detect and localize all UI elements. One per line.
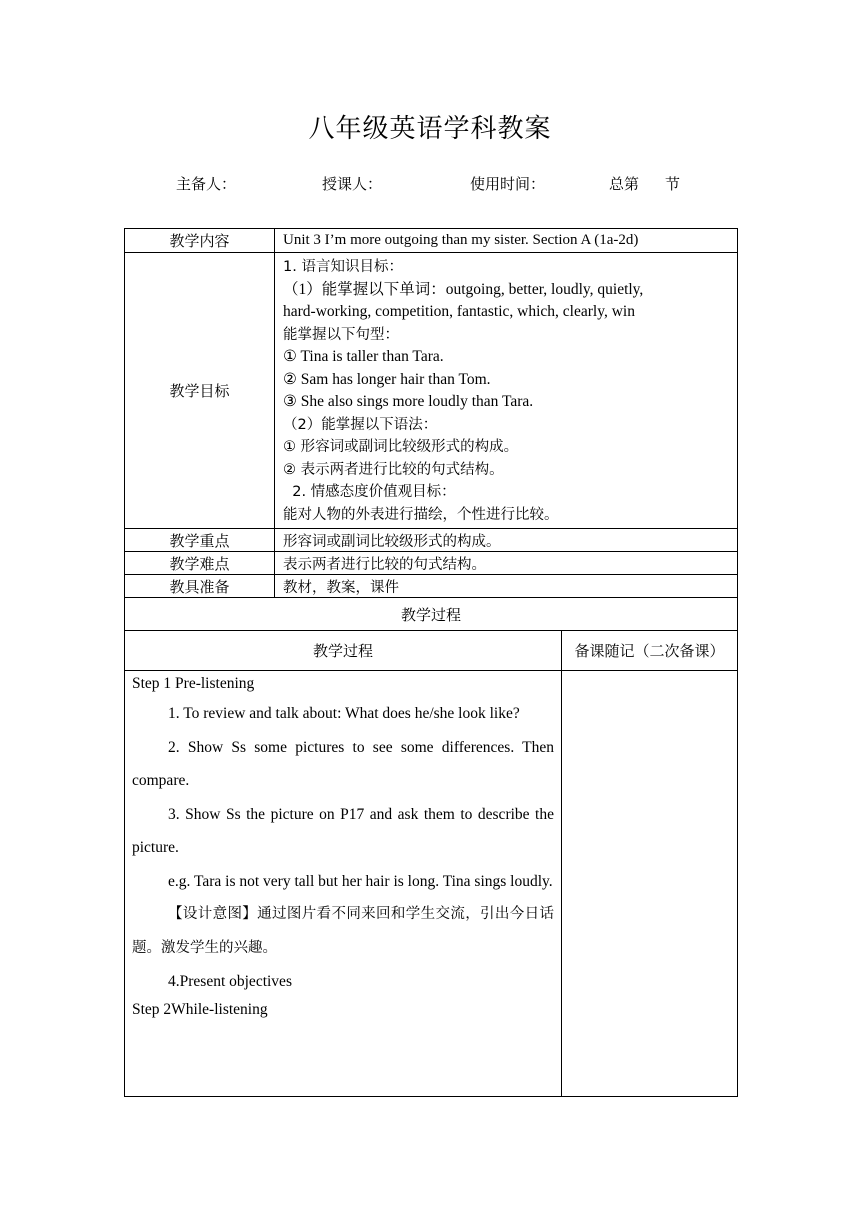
- difficulties-row: [125, 552, 738, 575]
- objective-line: 能对人物的外表进行描绘，个性进行比较。: [283, 506, 559, 523]
- content-label: 教学内容: [125, 229, 275, 253]
- process-body: [125, 671, 562, 1097]
- objective-line: （2）能掌握以下语法：: [283, 416, 438, 433]
- objective-line: 2. 情感态度价值观目标：: [283, 484, 456, 500]
- usage-date-label: 使用时间：: [470, 175, 546, 193]
- content-value: Unit 3 I’m more outgoing than my sister. Section A (1a-2d): [275, 229, 738, 253]
- objective-line: ② 表示两者进行比较的句式结构。: [283, 461, 504, 478]
- lesson-number-suffix: 节: [665, 175, 681, 193]
- objective-line: （1）能掌握以下单词：outgoing, better, loudly, quietly,: [283, 280, 644, 298]
- preparer-label: 主备人：: [176, 175, 237, 193]
- materials-row: [125, 575, 738, 598]
- notes-cell: [562, 671, 738, 1097]
- teacher-label: 授课人：: [322, 175, 383, 193]
- lesson-plan-table: [124, 228, 738, 1097]
- page-title: 八年级英语学科教案: [308, 114, 552, 144]
- key-points-value: 形容词或副词比较级形式的构成。: [275, 529, 738, 552]
- process-paragraph: 1. To review and talk about: What does he/she look like?: [168, 705, 520, 722]
- objective-line: ② Sam has longer hair than Tom.: [283, 370, 491, 388]
- process-body-row: [125, 671, 738, 1097]
- difficulties-value: 表示两者进行比较的句式结构。: [275, 552, 738, 575]
- objective-line: ① 形容词或副词比较级形式的构成。: [283, 439, 519, 455]
- materials-label: 教具准备: [125, 575, 275, 598]
- key-points-row: [125, 529, 738, 552]
- objective-line: 能掌握以下句型：: [283, 326, 399, 343]
- process-heading: 教学过程: [125, 598, 738, 631]
- step-heading: Step 1 Pre-listening: [132, 675, 255, 692]
- process-column-header: 教学过程: [125, 631, 562, 671]
- objectives-content: [275, 253, 738, 529]
- objectives-label: 教学目标: [125, 253, 275, 529]
- content-row: [125, 229, 738, 253]
- materials-value: 教材，教案，课件: [275, 575, 738, 598]
- objectives-row: [125, 253, 738, 529]
- objective-line: hard-working, competition, fantastic, which, clearly, win: [283, 303, 635, 320]
- difficulties-label: 教学难点: [125, 552, 275, 575]
- objective-line: ③ She also sings more loudly than Tara.: [283, 393, 534, 410]
- objective-line: ① Tina is taller than Tara.: [283, 348, 444, 365]
- process-paragraph: 2. Show Ss some pictures to see some differences. Then compare.: [132, 738, 554, 789]
- process-paragraph: 4.Present objectives: [168, 973, 292, 990]
- step-heading: Step 2While-listening: [132, 1000, 268, 1018]
- lesson-number-prefix: 总第: [609, 175, 640, 193]
- process-paragraph: e.g. Tara is not very tall but her hair is long. Tina sings loudly.: [168, 872, 553, 890]
- notes-column-header: 备课随记（二次备课）: [562, 631, 738, 671]
- key-points-label: 教学重点: [125, 529, 275, 552]
- process-heading-row: [125, 598, 738, 631]
- process-columns-row: [125, 631, 738, 671]
- design-intent-paragraph: 【设计意图】通过图片看不同来回和学生交流，引出今日话题。激发学生的兴趣。: [132, 906, 554, 956]
- process-paragraph: 3. Show Ss the picture on P17 and ask them to describe the picture.: [132, 805, 554, 856]
- lesson-number-label: [609, 173, 680, 194]
- objective-line: 1. 语言知识目标：: [283, 259, 403, 275]
